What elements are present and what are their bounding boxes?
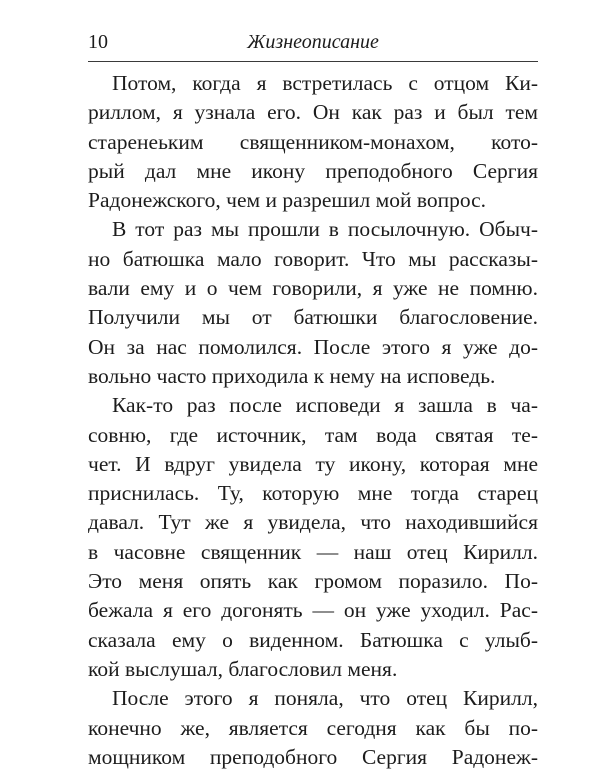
page-header	[88, 28, 538, 56]
text-line: Это меня опять как громом поразило. По-	[88, 569, 538, 594]
page-number: 10	[88, 31, 108, 53]
text-line: Получили мы от батюшки благословение.	[88, 305, 538, 330]
text-line: мощником преподобного Сергия Радонеж-	[88, 744, 538, 769]
text-line: бежала я его догонять — он уже уходил. Рас-	[88, 598, 538, 623]
text-line: риллом, я узнала его. Он как раз и был тем	[88, 100, 538, 125]
text-line: кой выслушал, благословил меня.	[88, 656, 398, 681]
text-line: После этого я поняла, что отец Кирилл,	[112, 686, 538, 711]
text-line: вали ему и о чем говорили, я уже не помню.	[88, 276, 538, 301]
running-title: Жизнеописание	[247, 31, 379, 53]
text-line: совню, где источник, там вода святая те-	[88, 422, 538, 447]
body-text	[88, 69, 538, 772]
text-line: но батюшка мало говорит. Что мы рассказы-	[88, 246, 538, 271]
text-line: сказала ему о виденном. Батюшка с улыб-	[88, 627, 538, 652]
text-line: Радонежского, чем и разрешил мой вопрос.	[88, 188, 487, 213]
text-line: конечно же, является сегодня как бы по-	[88, 715, 538, 740]
text-line: старенеьким священником-монахом, кото-	[88, 129, 538, 154]
text-line: приснилась. Ту, которую мне тогда старец	[88, 481, 538, 506]
header-rule	[88, 61, 538, 62]
text-line: чет. И вдруг увидела ту икону, которая мне	[88, 451, 538, 476]
text-line: в часовне священник — наш отец Кирилл.	[88, 539, 538, 564]
text-line: давал. Тут же я увидела, что находившийся	[88, 510, 538, 535]
text-line: Он за нас помолился. После этого я уже до-	[88, 334, 538, 359]
text-line: вольно часто приходила к нему на исповедь.	[88, 363, 496, 388]
text-line: Как-то раз после исповеди я зашла в ча-	[112, 393, 538, 418]
text-line: рый дал мне икону преподобного Сергия	[88, 158, 538, 183]
text-line: Потом, когда я встретилась с отцом Ки-	[112, 71, 538, 95]
text-line: В тот раз мы прошли в посылочную. Обыч-	[112, 217, 538, 242]
